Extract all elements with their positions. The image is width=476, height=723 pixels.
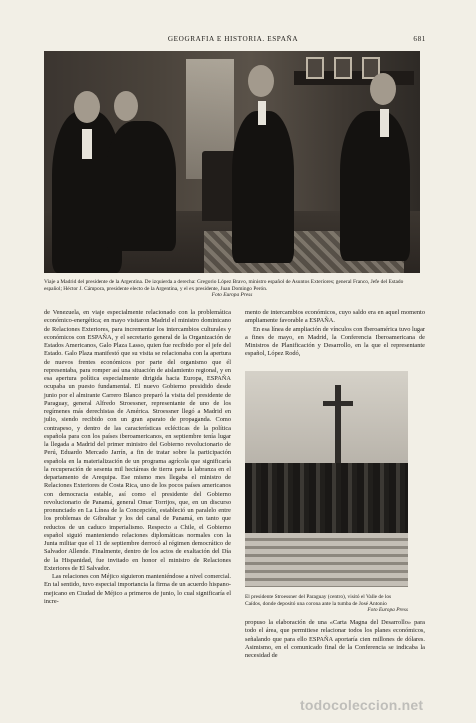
watermark: todocoleccion.net xyxy=(300,697,424,713)
photo-top-caption: Viaje a Madrid del presidente de la Argentina. De izquierda a derecha: Gregorio López Bravo, ministro español de Asuntos Exteriores; general Franco, Jefe del Estado español; Héctor J. Cámpora, presidente electo de la Argentina, y el ex presidente, Juan Domingo Perón. xyxy=(44,279,404,292)
paragraph: mento de intercambios económicos, cuyo saldo era en aquel momento ampliamente favorable a ESPAÑA. xyxy=(245,309,425,325)
photo-valle-de-los-caidos xyxy=(245,371,408,587)
photo-mid-credit: Foto Europa Press xyxy=(367,607,408,614)
photo-state-visit xyxy=(44,51,420,273)
photo-top-credit: Foto Europa Press xyxy=(211,292,253,298)
photo-mid-caption xyxy=(245,594,408,614)
running-title: GEOGRAFIA E HISTORIA. ESPAÑA xyxy=(167,35,299,43)
paragraph: En esa línea de ampliación de vínculos con Iberoamérica tuvo lugar a fines de mayo, en Madrid, la Conferencia Iberoamericana de Ministros de Planificación y Desarrollo, en la que el representante español, López Rodó, xyxy=(245,325,425,358)
paragraph: propuso la elaboración de una «Carta Magna del Desarrollo» para todo el área, que permitiese relacionar todos los planes económicos, señalando que para ello ESPAÑA aportaría cien millones de dólares. Asimismo, en el comunicado final de la Conferencia se indicaba la necesidad de xyxy=(245,619,425,659)
body-right-column-bottom xyxy=(245,619,425,660)
body-left-column xyxy=(44,309,231,606)
paragraph: Las relaciones con Méjico siguieron manteniéndose a nivel comercial. En tal sentido, tuvo especial importancia la firma de un acuerdo hispano-mejicano en Ciudad de Méjico a primeros de junio, lo cual significaría el incre- xyxy=(44,573,231,605)
photo-mid-caption-text: El presidente Stroessner del Paraguay (centro), visitó el Valle de los Caídos, donde depositó una corona ante la tumba de José Antonio xyxy=(245,594,392,607)
running-head xyxy=(40,35,426,47)
paragraph: de Venezuela, en viaje especialmente relacionado con la problemática económico-energética; en mayo visitaron Madrid el ministro dominicano de Relaciones Exteriores, para incrementar los intercambios culturales y económicos con ESPAÑA, y el secretario general de la Organización de Estados Americanos, Galo Plaza Lasso, quien fue recibido por el jefe del Estado. Galo Plaza manifestó que su visita se relacionaba con la apertura de nuevos frentes económicos por parte del organismo que él representaba, para romper así una situación de aislamiento regional, y en esa apertura política especialmente dirigida hacia Europa, ESPAÑA ocupaba un puesto fundamental. El nuevo Gobierno presidido desde junio por el almirante Carrero Blanco preparó la visita del presidente de Paraguay, general Alfredo Stroessner, representante de uno de los regímenes más derechistas de América. Stroessner llegó a Madrid en julio, siendo recibido con un gran aparato de propaganda. Como contrapeso, y dentro de las características eclécticas de la política española para con los países iberoamericanos, en septiembre tenía lugar la llegada a Madrid del primer ministro del Gobierno revolucionario de Perú, Eduardo Mercado Jarrín, a fin de tratar sobre la participación española en la materialización de un programa agrícola que significaría la recuperación de sesenta mil hectáreas de tierra para la labranza en el departamento de Arequipa. Ese mismo mes llegaba el ministro de Relaciones Exteriores de Costa Rica, uno de los pocos países americanos con democracia estable, así como el presidente del Gobierno revolucionario de Panamá, general Omar Torrijos, que, en un discurso pronunciado en La Línea de la Concepción, estableció un paralelo entre los problemas de Gibraltar y los del canal de Panamá, en tanto que reductos de un caduco imperialismo. Respecto a Chile, el Gobierno español siguió manteniendo relaciones diplomáticas normales con la Junta militar que el 11 de septiembre derrocó al régimen democrático de Salvador Allende. Finalmente, dentro de los actos de exaltación del Día de la Hispanidad, fue invitado en honor el ministro de Relaciones Exteriores de El Salvador. xyxy=(44,309,231,572)
page-number: 681 xyxy=(413,35,426,43)
body-right-column-top xyxy=(245,309,425,359)
